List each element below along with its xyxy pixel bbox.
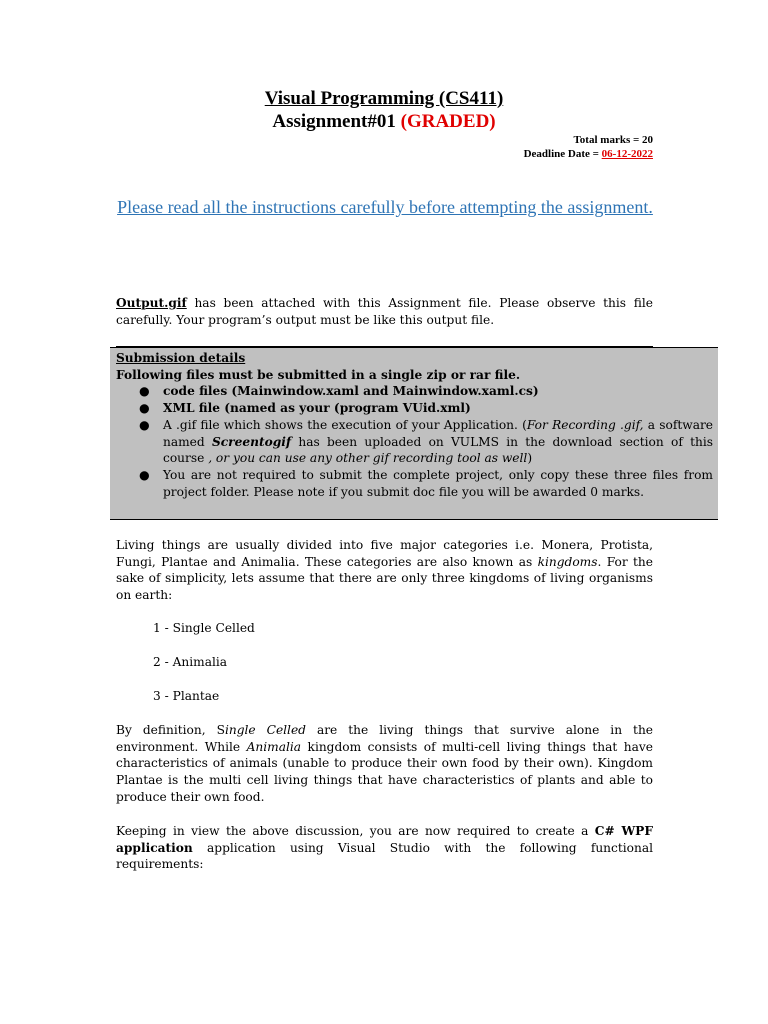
list-item: ● You are not required to submit the complete project, only copy these three files from project folder. Please note if you submit doc file you will be awarded 0 marks. bbox=[139, 467, 713, 499]
submission-subheading: Following files must be submitted in a single zip or rar file. bbox=[116, 367, 521, 382]
bullet-icon: ● bbox=[139, 467, 150, 482]
bullet-icon: ● bbox=[139, 417, 150, 432]
list-item: ● A .gif file which shows the execution of your Application. (For Recording .gif, a software named Screentogif has been uploaded on VULMS in the download section of this course , or you can use any other gif recording tool as well) bbox=[139, 417, 713, 466]
bullet-icon: ● bbox=[139, 384, 150, 399]
total-marks: Total marks = 20 bbox=[573, 134, 653, 146]
output-text: has been attached with this Assignment file. Please observe this file carefully. Your program’s output must be like this output file. bbox=[116, 296, 653, 327]
instruction-notice: Please read all the instructions carefully before attempting the assignment. bbox=[117, 197, 653, 217]
kingdom-item: 2 - Animalia bbox=[153, 655, 228, 669]
submission-list bbox=[116, 383, 713, 500]
submission-box bbox=[110, 347, 718, 520]
deadline bbox=[524, 147, 653, 161]
list-item: ● code files (Mainwindow.xaml and Mainwindow.xaml.cs) bbox=[139, 384, 539, 399]
marks-info bbox=[524, 133, 653, 161]
output-gif-label: Output.gif bbox=[116, 296, 187, 310]
course-title: Visual Programming (CS411) bbox=[264, 88, 504, 109]
kingdom-item: 1 - Single Celled bbox=[153, 621, 255, 635]
living-things-paragraph: Living things are usually divided into five major categories i.e. Monera, Protista, Fungi, Plantae and Animalia. These categories are also known as kingdoms. For the sake of simplicity, lets assume that there are only three kingdoms of living organisms on earth: bbox=[116, 538, 653, 603]
list-item: ● XML file (named as your (program VUid.xml) bbox=[139, 401, 471, 416]
definition-paragraph: By definition, Single Celled are the living things that survive alone in the environment. While Animalia kingdom consists of multi-cell living things that have characteristics of animals (unable to produce their own food by their own). Kingdom Plantae is the multi cell living things that have characteristics of plants and able to produce their own food. bbox=[116, 723, 654, 804]
graded-label: (GRADED) bbox=[400, 111, 496, 132]
requirements-paragraph: Keeping in view the above discussion, you are now required to create a C# WPF application application using Visual Studio with the following functional requirements: bbox=[116, 824, 653, 872]
bullet-icon: ● bbox=[139, 401, 150, 416]
assignment-label: Assignment#01 bbox=[272, 111, 396, 132]
kingdom-item: 3 - Plantae bbox=[153, 689, 220, 703]
output-paragraph bbox=[116, 295, 653, 328]
assignment-title bbox=[0, 111, 768, 133]
deadline-date: 06-12-2022 bbox=[601, 148, 653, 160]
deadline-label: Deadline Date = bbox=[523, 148, 602, 160]
submission-heading: Submission details bbox=[116, 351, 246, 365]
